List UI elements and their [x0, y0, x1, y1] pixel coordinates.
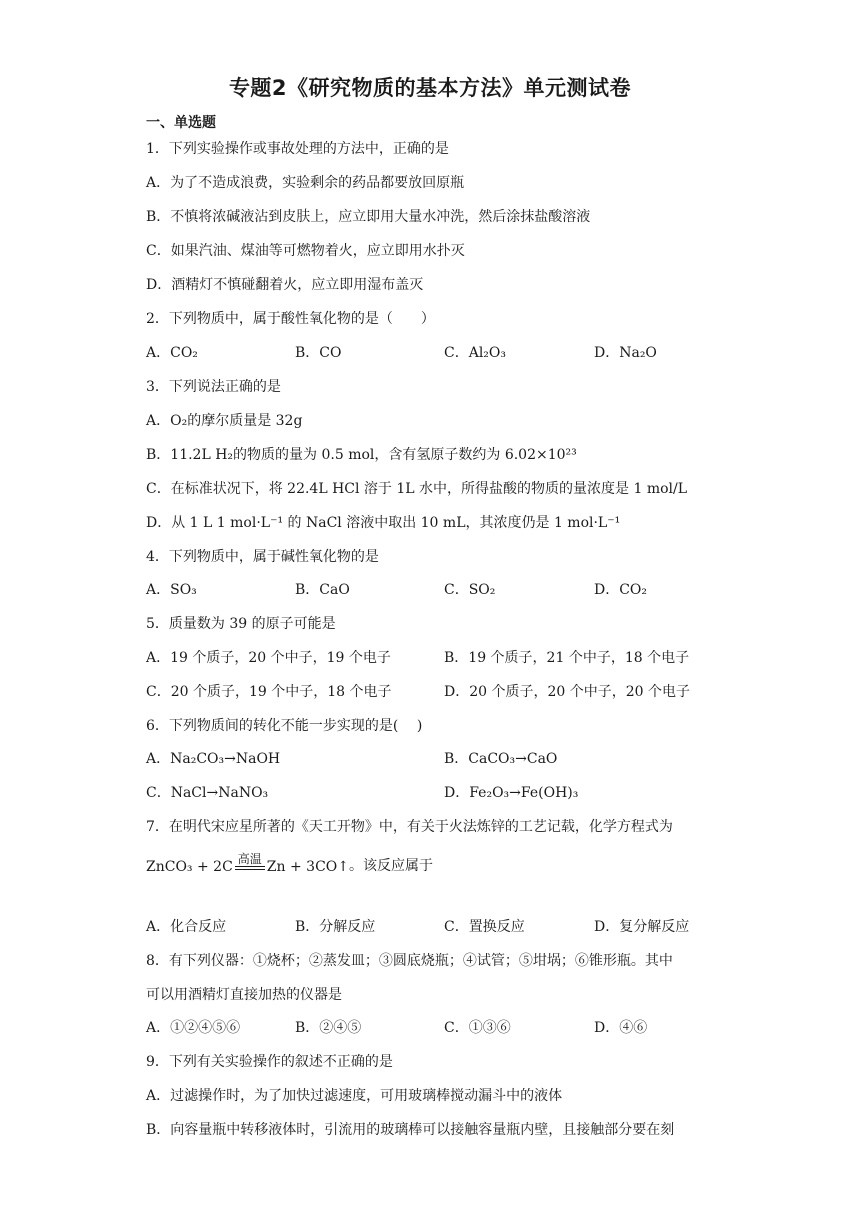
question-1-option-c: C．如果汽油、煤油等可燃物着火，应立即用水扑灭	[146, 243, 465, 259]
question-5-option-d: D．20 个质子，20 个中子，20 个电子	[444, 684, 691, 700]
question-3-option-d: D．从 1 L 1 mol·L⁻¹ 的 NaCl 溶液中取出 10 mL，其浓度仍是 1 mol·L⁻¹	[146, 515, 621, 531]
question-7-option-b: B．分解反应	[295, 919, 376, 935]
question-8-option-b: B．②④⑤	[295, 1020, 362, 1036]
question-8-option-a: A．①②④⑤⑥	[146, 1020, 241, 1036]
question-8-stem-line-1: 8．有下列仪器：①烧杯；②蒸发皿；③圆底烧瓶；④试管；⑤坩埚；⑥锥形瓶。其中	[146, 953, 673, 969]
question-2-option-b: B．CO	[295, 345, 342, 361]
question-2-option-a: A．CO₂	[146, 345, 198, 361]
question-4-option-d: D．CO₂	[594, 582, 648, 598]
question-5-option-c: C．20 个质子，19 个中子，18 个电子	[146, 684, 392, 700]
question-6-option-b: B．CaCO₃→CaO	[444, 751, 558, 767]
question-5-option-b: B．19 个质子，21 个中子，18 个电子	[444, 650, 690, 666]
question-7-option-d: D．复分解反应	[594, 919, 690, 935]
question-9-option-b: B．向容量瓶中转移液体时，引流用的玻璃棒可以接触容量瓶内壁，且接触部分要在刻	[146, 1122, 675, 1138]
question-9-option-a: A．过滤操作时，为了加快过滤速度，可用玻璃棒搅动漏斗中的液体	[146, 1088, 563, 1104]
question-5-option-a: A．19 个质子，20 个中子，19 个电子	[146, 650, 391, 666]
page-title: 专题2《研究物质的基本方法》单元测试卷	[228, 76, 632, 100]
question-1-stem: 1．下列实验操作或事故处理的方法中，正确的是	[146, 141, 449, 157]
question-1-option-b: B．不慎将浓碱液沾到皮肤上，应立即用大量水冲洗，然后涂抹盐酸溶液	[146, 209, 591, 225]
equation-condition: 高温	[237, 852, 262, 866]
question-3-option-a: A．O₂的摩尔质量是 32g	[146, 413, 303, 429]
question-2-stem: 2．下列物质中，属于酸性氧化物的是（ ）	[146, 311, 435, 327]
question-3-option-b: B．11.2L H₂的物质的量为 0.5 mol，含有氢原子数约为 6.02×10²³	[146, 447, 577, 463]
question-8-option-d: D．④⑥	[594, 1020, 648, 1036]
question-2-option-d: D．Na₂O	[594, 345, 657, 361]
question-8-option-c: C．①③⑥	[444, 1020, 511, 1036]
question-6-option-a: A．Na₂CO₃→NaOH	[146, 751, 281, 767]
equation-arrow	[235, 852, 265, 875]
question-8-stem-line-2: 可以用酒精灯直接加热的仪器是	[146, 987, 342, 1003]
question-6-option-d: D．Fe₂O₃→Fe(OH)₃	[444, 785, 579, 801]
question-6-option-c: C．NaCl→NaNO₃	[146, 785, 269, 801]
question-7-stem: 7．在明代宋应星所著的《天工开物》中，有关于火法炼锌的工艺记载，化学方程式为	[146, 819, 673, 835]
section-heading: 一、单选题	[146, 115, 216, 131]
chemical-equation	[146, 852, 433, 875]
equation-products: Zn + 3CO↑	[266, 859, 349, 875]
equation-tail: 。该反应属于	[349, 858, 433, 874]
question-2-option-c: C．Al₂O₃	[444, 345, 507, 361]
question-7-option-c: C．置换反应	[444, 919, 525, 935]
question-4-option-a: A．SO₃	[146, 582, 197, 598]
question-4-option-c: C．SO₂	[444, 582, 496, 598]
question-5-stem: 5．质量数为 39 的原子可能是	[146, 616, 336, 632]
question-1-option-d: D．酒精灯不慎碰翻着火，应立即用湿布盖灭	[146, 277, 424, 293]
question-3-option-c: C．在标准状况下，将 22.4L HCl 溶于 1L 水中，所得盐酸的物质的量浓度是 1 mol/L	[146, 481, 688, 497]
equation-reactants: ZnCO₃ + 2C	[146, 859, 233, 875]
question-1-option-a: A．为了不造成浪费，实验剩余的药品都要放回原瓶	[146, 175, 465, 191]
question-6-stem: 6．下列物质间的转化不能一步实现的是( )	[146, 718, 423, 734]
question-4-stem: 4．下列物质中，属于碱性氧化物的是	[146, 549, 379, 565]
equation-double-bar	[235, 866, 265, 870]
question-7-option-a: A．化合反应	[146, 919, 227, 935]
question-3-stem: 3．下列说法正确的是	[146, 379, 281, 395]
question-9-stem: 9．下列有关实验操作的叙述不正确的是	[146, 1054, 393, 1070]
question-4-option-b: B．CaO	[295, 582, 350, 598]
